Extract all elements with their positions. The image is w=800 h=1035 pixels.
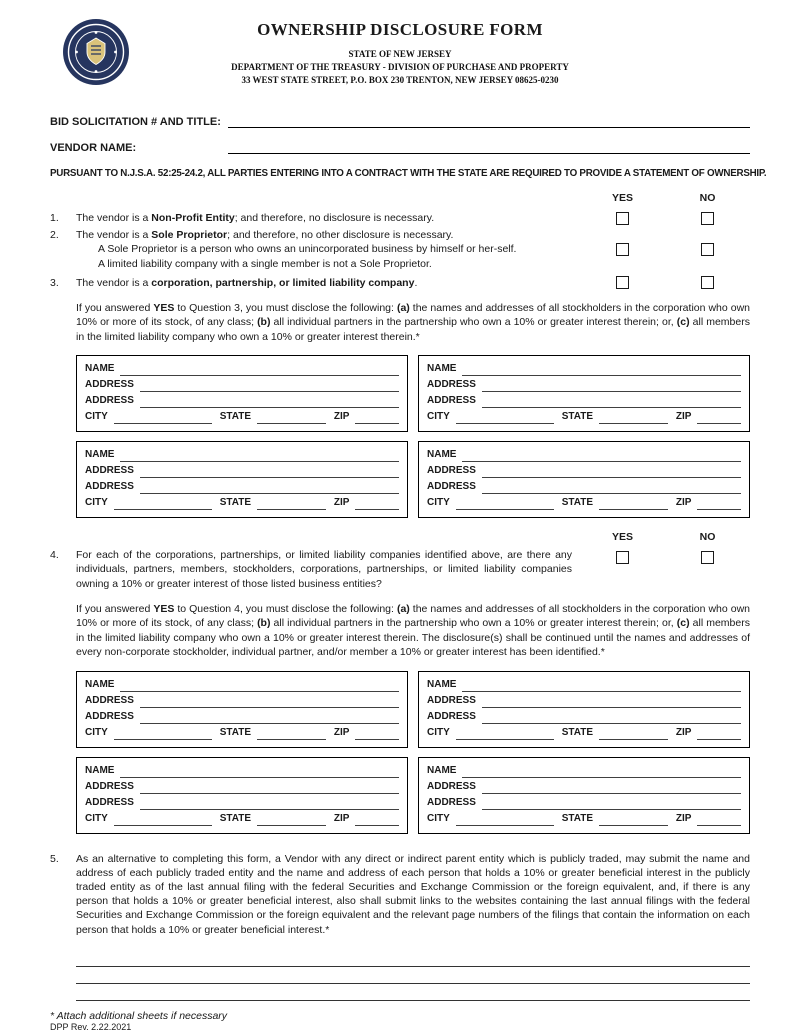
city-input-line[interactable] (114, 412, 212, 424)
name-input-line[interactable] (462, 364, 741, 376)
city-label: CITY (85, 812, 108, 824)
yes-column-header: YES (611, 192, 633, 204)
address-row (427, 778, 741, 794)
q4-no-cell (665, 551, 750, 564)
name-label: NAME (85, 449, 115, 461)
q3-text-bold: corporation, partnership, or limited liability company (151, 276, 415, 289)
q2-subline-1: A Sole Proprietor is a person who owns an unincorporated business by himself or her-self. (98, 243, 517, 256)
state-input-line[interactable] (257, 498, 326, 510)
question-3-disclosure-note (76, 301, 750, 344)
q2-subline-2: A limited liability company with a single member is not a Sole Proprietor. (98, 257, 432, 270)
address-input-line[interactable] (140, 482, 399, 494)
q1-text-post: ; and therefore, no disclosure is necessary. (234, 212, 435, 224)
city-state-zip-row (85, 724, 399, 740)
state-input-line[interactable] (257, 412, 326, 424)
bid-solicitation-row (50, 114, 750, 128)
city-input-line[interactable] (456, 412, 554, 424)
name-row (427, 762, 741, 778)
address-label: ADDRESS (85, 379, 134, 391)
state-label: STATE (219, 411, 251, 423)
name-label: NAME (427, 449, 457, 461)
city-state-zip-row (427, 724, 741, 740)
q2-text-post: ; and therefore, no other disclosure is necessary. (227, 229, 454, 242)
q5-answer-line-2[interactable] (76, 967, 750, 984)
owner-entry-block (418, 757, 750, 834)
q3-note-s2: to Question 3, you must disclose the following: (174, 301, 397, 314)
city-label: CITY (427, 726, 450, 738)
q3-note-s1: If you answered (76, 301, 154, 314)
name-row (85, 762, 399, 778)
q1-yes-cell (580, 211, 665, 225)
address-row (427, 392, 741, 408)
vendor-name-row (50, 140, 750, 154)
q2-text-bold: Sole Proprietor (151, 229, 228, 242)
address-row (427, 376, 741, 392)
yes-no-column-header-2 (50, 531, 750, 543)
zip-input-line[interactable] (355, 412, 399, 424)
form-header (50, 14, 750, 100)
question-1-text (76, 211, 580, 225)
address-input-line[interactable] (482, 482, 741, 494)
q4-note-s5: all members in the limited liability company who own a 10% or greater interest therein. The disclosure(s) shall be continued until the names and addresses of every non-corporate stockholder, individual partner, and/or member a 10% or greater interest has been identified.* (76, 617, 750, 659)
q2-yes-cell (580, 243, 665, 256)
address-label: ADDRESS (85, 465, 134, 477)
name-label: NAME (427, 764, 457, 776)
address-input-line[interactable] (140, 396, 399, 408)
q3-yes-checkbox[interactable] (616, 276, 629, 289)
zip-label: ZIP (333, 411, 350, 423)
address-row (427, 478, 741, 494)
question-3-text (76, 276, 580, 290)
city-state-zip-row (85, 810, 399, 826)
address-label: ADDRESS (427, 710, 476, 722)
question-4-number: 4. (50, 549, 59, 562)
address-row (85, 708, 399, 724)
name-label: NAME (85, 678, 115, 690)
zip-input-line[interactable] (697, 728, 741, 740)
zip-label: ZIP (333, 497, 350, 509)
owner-entry-block (76, 441, 408, 518)
vendor-name-input-line[interactable] (228, 140, 750, 154)
state-input-line[interactable] (257, 728, 326, 740)
q5-answer-line-3[interactable] (76, 984, 750, 1001)
name-input-line[interactable] (462, 680, 741, 692)
question-5-text: As an alternative to completing this form, a Vendor with any direct or indirect parent entity which is publicly traded, may submit the name and address of each publicly traded entity and the name and address of each person that holds a 10% or greater beneficial interest in the publicly traded entity as of the last annual filing with the federal Securities and Exchange Commission or the foreign equivalent, and, if there is any person that holds a 10% or greater beneficial interest, also shall submit links to the websites containing the last annual filings with the federal Securities and Exchange Commission or the foreign equivalent and the relevant page numbers of the filings that contain the information on each person that holds a 10% or greater beneficial interest.* (76, 852, 750, 936)
q4-yes-checkbox[interactable] (616, 551, 629, 564)
yes-column-header: YES (611, 531, 633, 544)
name-input-line[interactable] (462, 450, 741, 462)
state-input-line[interactable] (257, 814, 326, 826)
name-input-line[interactable] (120, 450, 399, 462)
address-input-line[interactable] (482, 380, 741, 392)
address-label: ADDRESS (85, 780, 134, 792)
address-label: ADDRESS (427, 694, 476, 706)
q2-main-line (76, 228, 572, 242)
address-label: ADDRESS (427, 780, 476, 792)
state-label: STATE (219, 497, 251, 509)
city-label: CITY (85, 497, 108, 509)
address-row (85, 778, 399, 794)
address-row (85, 392, 399, 408)
q2-yes-checkbox[interactable] (616, 243, 629, 256)
state-input-line[interactable] (599, 728, 668, 740)
q4-no-checkbox[interactable] (701, 551, 714, 564)
bid-solicitation-label: BID SOLICITATION # AND TITLE: (50, 116, 221, 128)
dept-line-3: 33 WEST STATE STREET, P.O. BOX 230 TRENTON, NEW JERSEY 08625-0230 (241, 75, 559, 86)
address-input-line[interactable] (140, 466, 399, 478)
q1-yes-checkbox[interactable] (616, 212, 629, 225)
name-input-line[interactable] (462, 766, 741, 778)
name-row (427, 446, 741, 462)
state-input-line[interactable] (599, 498, 668, 510)
city-label: CITY (427, 497, 450, 509)
address-label: ADDRESS (85, 710, 134, 722)
q1-no-checkbox[interactable] (701, 212, 714, 225)
name-row (85, 676, 399, 692)
q1-no-cell (665, 211, 750, 225)
bid-solicitation-input-line[interactable] (228, 114, 750, 128)
owner-entry-block (76, 355, 408, 432)
zip-label: ZIP (675, 497, 692, 509)
city-label: CITY (427, 411, 450, 423)
owner-entry-block (76, 757, 408, 834)
city-input-line[interactable] (114, 814, 212, 826)
zip-input-line[interactable] (355, 814, 399, 826)
question-4-disclosure-note (76, 602, 750, 660)
question-4-row (50, 548, 750, 591)
state-label: STATE (219, 812, 251, 824)
q4-note-b2: (a) (396, 602, 410, 615)
no-column-header: NO (699, 192, 716, 204)
zip-input-line[interactable] (697, 814, 741, 826)
q3-note-b4: (c) (676, 316, 690, 329)
address-input-line[interactable] (482, 782, 741, 794)
q2-text-pre: The vendor is a (76, 229, 152, 242)
q4-note-b1: YES (153, 602, 175, 615)
city-state-zip-row (85, 494, 399, 510)
address-input-line[interactable] (482, 466, 741, 478)
city-label: CITY (85, 411, 108, 423)
q3-note-s4: all individual partners in the partnership who own a 10% or greater interest therein; or, (270, 316, 677, 329)
q4-note-s3: the names and addresses of all stockholders in the corporation who own 10% or more of its stock, of any class; (76, 602, 750, 630)
question-1-row (50, 211, 750, 225)
city-input-line[interactable] (114, 498, 212, 510)
q3-note-b3: (b) (257, 316, 271, 329)
q4-owner-entry-blocks (76, 671, 750, 834)
q3-note-b1: YES (153, 301, 175, 314)
zip-label: ZIP (333, 726, 350, 738)
address-label: ADDRESS (427, 379, 476, 391)
city-state-zip-row (85, 408, 399, 424)
city-input-line[interactable] (114, 728, 212, 740)
q3-note-s3: the names and addresses of all stockholders in the corporation who own 10% or more of its stock, of any class; (76, 301, 750, 329)
question-4-text: For each of the corporations, partnerships, or limited liability companies identified above, are there any individuals, partners, members, stockholders, corporations, partnerships, or limited liability companies owning a 10% or greater interest of those listed business entities? (76, 549, 572, 590)
state-label: STATE (561, 812, 593, 824)
zip-label: ZIP (675, 812, 692, 824)
zip-label: ZIP (675, 726, 692, 738)
city-label: CITY (427, 812, 450, 824)
name-label: NAME (85, 363, 115, 375)
question-3-number: 3. (50, 276, 59, 289)
name-row (85, 446, 399, 462)
city-state-zip-row (427, 408, 741, 424)
address-input-line[interactable] (140, 712, 399, 724)
question-5-number: 5. (50, 852, 59, 865)
q4-yes-cell (580, 551, 665, 564)
address-label: ADDRESS (427, 465, 476, 477)
question-5-row (50, 852, 750, 937)
state-label: STATE (561, 411, 593, 423)
question-3-row (50, 276, 750, 290)
address-input-line[interactable] (140, 696, 399, 708)
q4-note-s1: If you answered (76, 602, 154, 615)
state-input-line[interactable] (599, 412, 668, 424)
state-label: STATE (561, 726, 593, 738)
address-row (427, 462, 741, 478)
q2-no-checkbox[interactable] (701, 243, 714, 256)
address-row (85, 794, 399, 810)
q3-note-b2: (a) (396, 301, 410, 314)
city-label: CITY (85, 726, 108, 738)
address-input-line[interactable] (482, 396, 741, 408)
q2-answer-cells (580, 243, 750, 256)
dept-line-1: STATE OF NEW JERSEY (348, 49, 452, 59)
q1-answer-cells (580, 211, 750, 225)
name-input-line[interactable] (120, 364, 399, 376)
name-label: NAME (85, 764, 115, 776)
q2-no-cell (665, 243, 750, 256)
address-input-line[interactable] (140, 782, 399, 794)
q4-note-s2: to Question 4, you must disclose the following: (174, 602, 397, 615)
address-label: ADDRESS (85, 395, 134, 407)
q3-no-cell (665, 276, 750, 290)
address-row (85, 462, 399, 478)
form-title: OWNERSHIP DISCLOSURE FORM (257, 20, 543, 39)
state-label: STATE (219, 726, 251, 738)
owner-entry-block (418, 441, 750, 518)
address-label: ADDRESS (85, 694, 134, 706)
city-input-line[interactable] (456, 498, 554, 510)
address-label: ADDRESS (427, 796, 476, 808)
q1-text-bold: Non-Profit Entity (151, 212, 235, 224)
address-row (427, 708, 741, 724)
q5-answer-lines (76, 950, 750, 1001)
zip-label: ZIP (675, 411, 692, 423)
name-row (427, 676, 741, 692)
q3-no-checkbox[interactable] (701, 276, 714, 289)
q3-note-s5: all members in the limited liability company who own a 10% or greater interest therein.* (76, 316, 750, 343)
question-2-text (76, 228, 580, 271)
no-column-header: NO (699, 531, 716, 544)
name-label: NAME (427, 678, 457, 690)
question-1-number: 1. (50, 212, 59, 224)
address-label: ADDRESS (427, 481, 476, 493)
q5-answer-line-1[interactable] (76, 950, 750, 967)
city-state-zip-row (427, 494, 741, 510)
address-input-line[interactable] (140, 798, 399, 810)
q3-yes-cell (580, 276, 665, 290)
address-row (85, 692, 399, 708)
q4-note-b3: (b) (257, 617, 271, 630)
address-row (85, 478, 399, 494)
statute-statement: PURSUANT TO N.J.S.A. 52:25-24.2, ALL PARTIES ENTERING INTO A CONTRACT WITH THE STATE ARE REQUIRED TO PROVIDE A STATEMENT OF OWNERSHIP. (50, 168, 767, 179)
attach-sheets-footnote: * Attach additional sheets if necessary (50, 1009, 228, 1022)
zip-input-line[interactable] (355, 498, 399, 510)
city-input-line[interactable] (456, 814, 554, 826)
q3-text-pre: The vendor is a (76, 276, 152, 289)
address-label: ADDRESS (85, 481, 134, 493)
q3-text-post: . (414, 276, 418, 289)
q4-note-s4: all individual partners in the partnership who own a 10% or greater interest therein; or, (270, 617, 677, 630)
q4-answer-cells (580, 551, 750, 564)
address-input-line[interactable] (482, 696, 741, 708)
zip-input-line[interactable] (355, 728, 399, 740)
state-input-line[interactable] (599, 814, 668, 826)
city-input-line[interactable] (456, 728, 554, 740)
address-row (85, 376, 399, 392)
name-label: NAME (427, 363, 457, 375)
owner-entry-block (418, 355, 750, 432)
q3-owner-entry-blocks (76, 355, 750, 518)
dept-line-2: DEPARTMENT OF THE TREASURY - DIVISION OF PURCHASE AND PROPERTY (231, 62, 569, 73)
zip-input-line[interactable] (697, 412, 741, 424)
state-label: STATE (561, 497, 593, 509)
question-2-number: 2. (50, 229, 59, 242)
q1-text-pre: The vendor is a (76, 212, 152, 224)
yes-no-column-header-1 (50, 192, 750, 204)
address-label: ADDRESS (85, 796, 134, 808)
zip-label: ZIP (333, 812, 350, 824)
q3-answer-cells (580, 276, 750, 290)
question-2-row (50, 228, 750, 271)
header-text (50, 20, 750, 87)
address-input-line[interactable] (482, 712, 741, 724)
owner-entry-block (76, 671, 408, 748)
address-row (427, 692, 741, 708)
address-input-line[interactable] (482, 798, 741, 810)
q4-note-b4: (c) (676, 617, 690, 630)
name-row (427, 360, 741, 376)
address-label: ADDRESS (427, 395, 476, 407)
zip-input-line[interactable] (697, 498, 741, 510)
city-state-zip-row (427, 810, 741, 826)
name-row (85, 360, 399, 376)
address-row (427, 794, 741, 810)
revision-footer: DPP Rev. 2.22.2021 (50, 1021, 132, 1032)
vendor-name-label: VENDOR NAME: (50, 142, 137, 154)
owner-entry-block (418, 671, 750, 748)
address-input-line[interactable] (140, 380, 399, 392)
name-input-line[interactable] (120, 766, 399, 778)
name-input-line[interactable] (120, 680, 399, 692)
new-jersey-state-seal-icon (62, 18, 130, 86)
